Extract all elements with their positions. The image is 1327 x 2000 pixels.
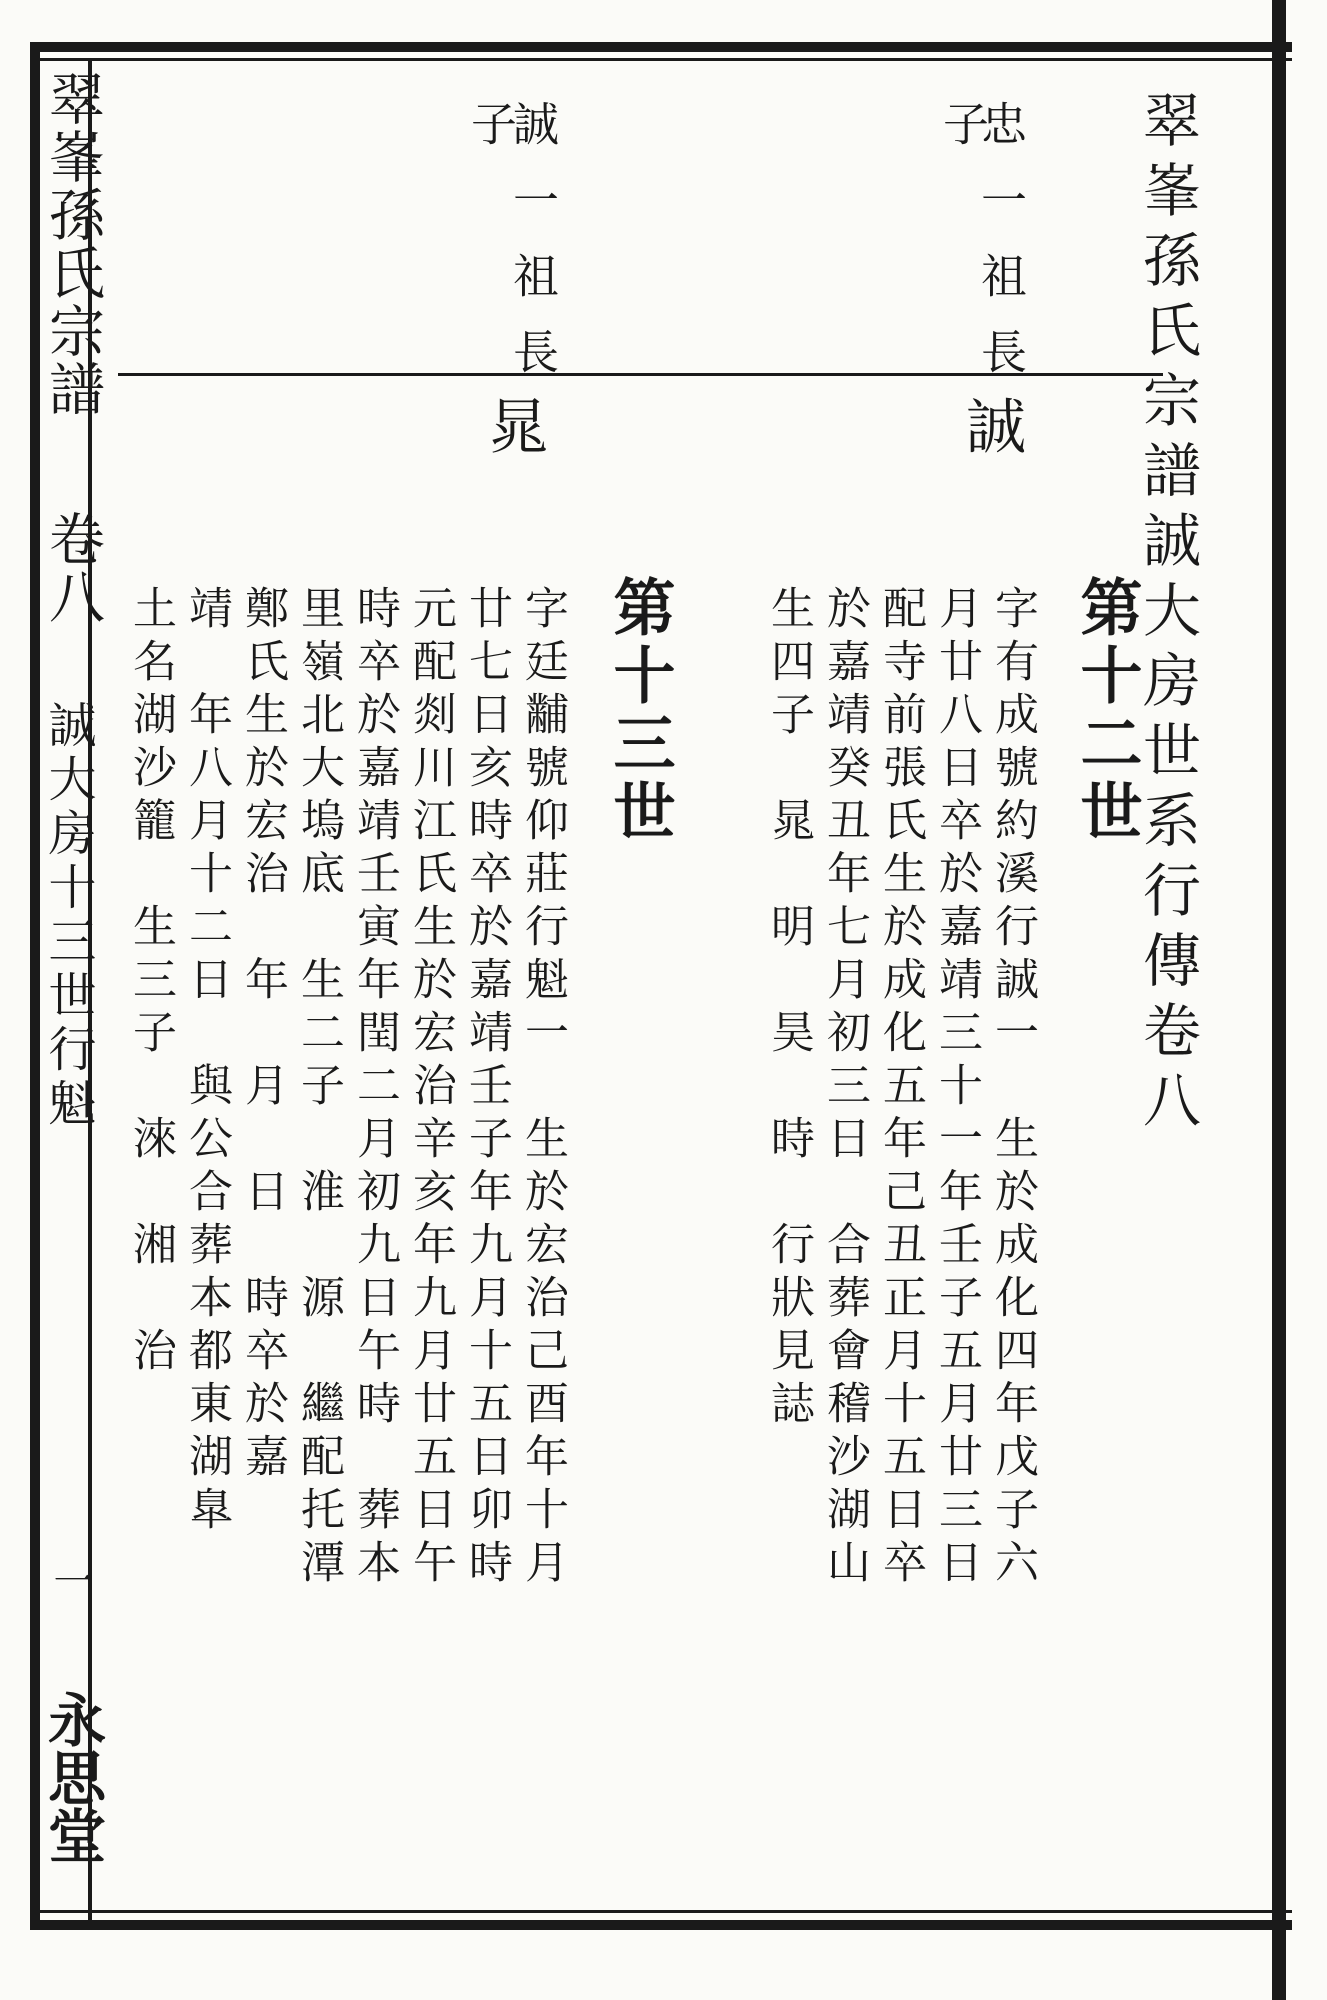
generation-12-line: 月廿八日卒於嘉靖三十一年壬子五月廿三日 [931,585,982,1592]
bottom-border [30,1920,1292,1930]
spine-section: 誠大房十三世行魁 [40,700,96,1132]
generation-13-line: 土名湖沙籠 生三子 淶 湘 治 [125,585,176,1380]
child-label-1: 子 [936,100,990,176]
bottom-border-thin [30,1910,1292,1913]
top-border [30,42,1292,52]
right-border [1272,0,1286,2000]
generation-12-line: 字有成號約溪行誠一 生於成化四年戊子六 [987,585,1038,1592]
hall-name: 永思堂 [38,1690,106,1864]
generation-12-line: 生四子 晁 明 昊 時 行狀見誌 [763,585,814,1433]
generation-13-heading: 第十三世 [603,575,676,847]
spine-volume: 卷八 [40,510,105,626]
lineage-label-2: 誠一祖長 [506,100,560,404]
generation-13-line: 字廷黼號仰莊行魁一 生於宏治己酉年十月 [517,585,568,1592]
generation-13-line: 鄭氏生於宏治 年 月 日 時卒於嘉 [237,585,288,1486]
spine-title: 翠峯孫氏宗譜 [40,70,105,418]
page-number: 一 [47,1560,93,1600]
generation-13-line: 時卒於嘉靖壬寅年閏二月初九日午時 葬本 [349,585,400,1592]
child-label-2: 子 [464,100,518,176]
ancestor-name-2: 晁 [478,395,548,455]
generation-12-line: 配寺前張氏生於成化五年己丑正月十五日卒 [875,585,926,1592]
generation-12-heading: 第十二世 [1070,575,1143,847]
generation-13-line: 靖 年八月十二日 與公合葬本都東湖臯 [181,585,232,1539]
generation-13-line: 里嶺北大塢底 生二子 淮 源 繼配托潭 [293,585,344,1592]
book-title: 翠峯孫氏宗譜誠大房世系行傳卷八 [1133,90,1201,1140]
generation-13-line: 元配剡川江氏生於宏治辛亥年九月廿五日午 [405,585,456,1592]
top-border-thin [30,58,1292,61]
ancestor-name-1: 誠 [956,395,1026,455]
lineage-label-1: 忠一祖長 [974,100,1028,404]
generation-13-line: 廿七日亥時卒於嘉靖壬子年九月十五日卯時 [461,585,512,1592]
generation-12-line: 於嘉靖癸丑年七月初三日 合葬會稽沙湖山 [819,585,870,1592]
